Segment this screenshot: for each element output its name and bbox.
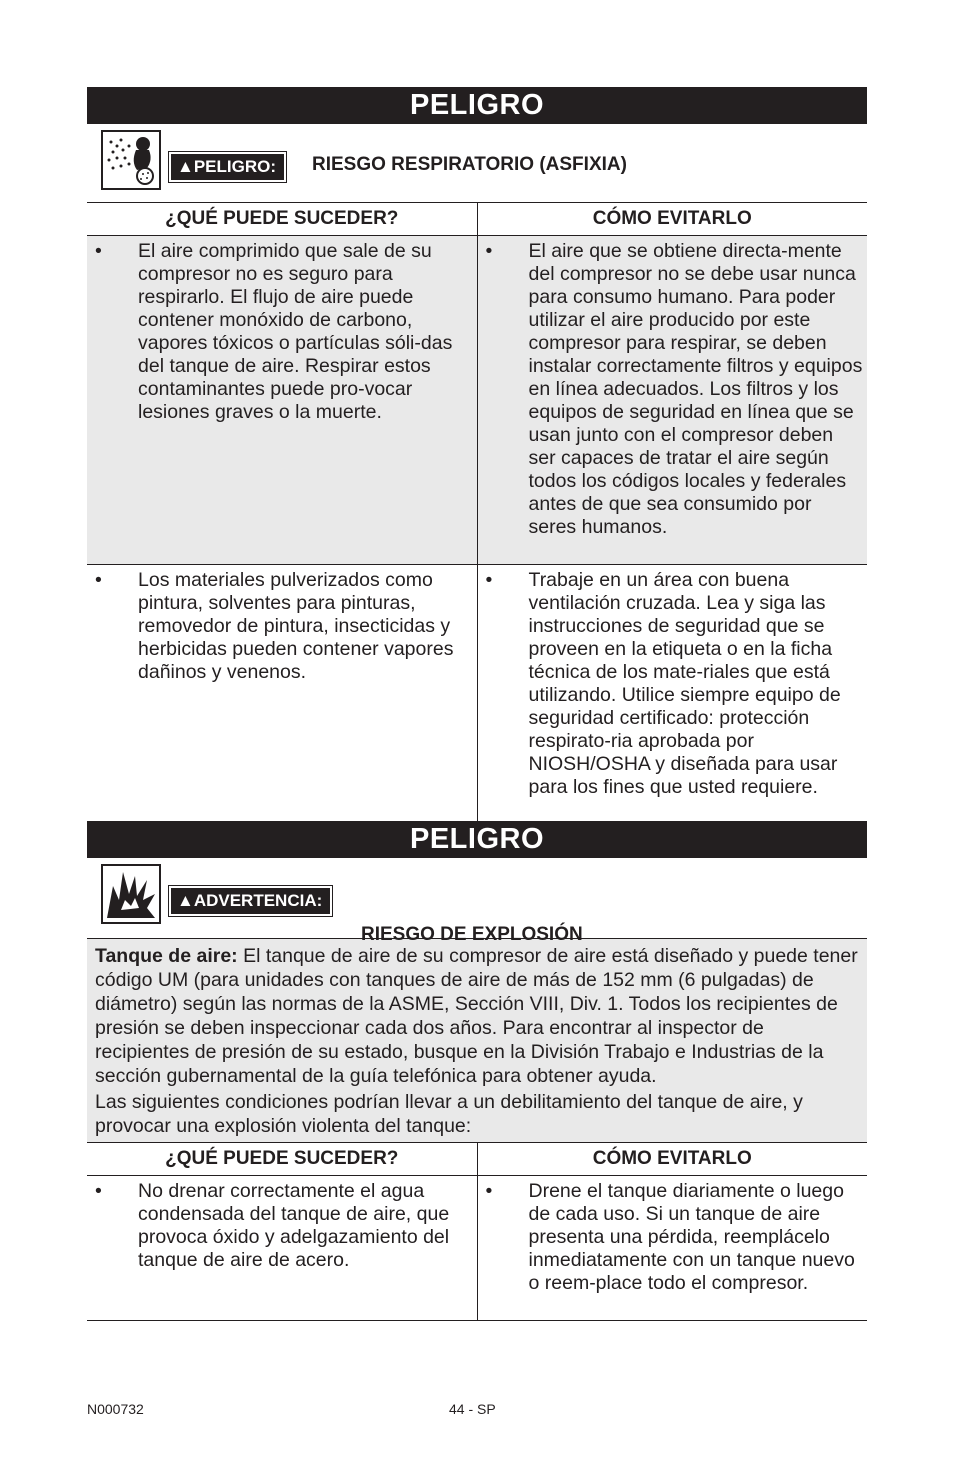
hazard-header — [87, 858, 867, 945]
how-text: Drene el tanque diariamente o luego de cada uso. Si un tanque de aire presenta una pérdida, reemplácelo inmediatamente con un tanque nuevo o reem-place todo el compresor. — [528, 1180, 855, 1294]
danger-banner: PELIGRO — [87, 821, 867, 858]
table-row — [87, 236, 867, 565]
col-header-what: ¿QUÉ PUEDE SUCEDER? — [87, 203, 477, 236]
what-cell — [87, 236, 477, 565]
bullet: • — [485, 569, 493, 591]
intro-label: Tanque de aire: — [95, 945, 238, 967]
what-text: El aire comprimido que sale de su compresor no es seguro para respirarlo. El flujo de aire puede contener monóxido de carbono, vapores tóxicos o partículas sóli-das del tanque de aire. Respirar estos contaminantes puede pro-vocar lesiones graves o la muerte. — [138, 240, 453, 423]
bullet: • — [485, 1180, 493, 1202]
warning-triangle-icon: ▲ — [177, 157, 194, 176]
col-header-how: CÓMO EVITARLO — [477, 1143, 867, 1176]
hazard-title: RIESGO RESPIRATORIO (ASFIXIA) — [312, 154, 627, 175]
what-text: Los materiales pulverizados como pintura, solventes para pinturas, removedor de pintura, insecticidas y herbicidas pueden contener vapores dañinos y venenos. — [138, 569, 454, 683]
col-header-what: ¿QUÉ PUEDE SUCEDER? — [87, 1143, 477, 1176]
bullet: • — [95, 1180, 102, 1202]
what-cell — [87, 565, 477, 824]
col-header-how: CÓMO EVITARLO — [477, 203, 867, 236]
bullet: • — [485, 240, 493, 262]
hazard-title: RIESGO DE EXPLOSIÓN — [361, 924, 583, 945]
table-row — [87, 565, 867, 824]
respiratory-hazard-icon — [101, 130, 161, 190]
how-text: Trabaje en un área con buena ventilación cruzada. Lea y siga las instrucciones de seguridad que se proveen en la etiqueta o en la ficha técnica de los mate-riales que está utilizando. Utilice siempre equipo de seguridad certificado: protección respirato-ria aprobada por NIOSH/OSHA y diseñada para usar para los fines que usted requiere. — [528, 569, 841, 798]
hazard-header — [87, 124, 867, 202]
warning-triangle-icon: ▲ — [177, 891, 194, 910]
warning-signal-label — [169, 886, 332, 916]
section-respiratory — [87, 87, 867, 824]
how-text: El aire que se obtiene directa-mente del compresor no se debe usar nunca para consumo humano. Para poder utilizar el aire producido por este compresor para respirar, se deben instalar correctamente filtros y equipos en línea adecuados. Los filtros y los equipos de seguridad en línea que se usan junto con el compresor deben ser capaces de tratar el aire según todos los códigos locales y federales antes de que sea consumido por seres humanos. — [528, 240, 863, 538]
bullet: • — [95, 240, 102, 262]
hazard-table — [87, 1142, 867, 1321]
intro-text: El tanque de aire de su compresor de aire está diseñado y puede tener código UM (para unidades con tanques de aire de más de 152 mm (6 pulgadas) de diámetro) según las normas de la ASME, Sección VIII, Div. 1. Todos los recipientes de presión se deben inspeccionar cada dos años. Para encontrar al inspector de recipientes de presión de su estado, busque en la División Trabajo e Industrias de la sección gubernamental de la guía telefónica para obtener ayuda. — [95, 945, 858, 1087]
table-row — [87, 1176, 867, 1321]
danger-banner: PELIGRO — [87, 87, 867, 124]
intro-text-2: Las siguientes condiciones podrían llevar a un debilitamiento del tanque de aire, y provocar una explosión violenta del tanque: — [95, 1091, 803, 1137]
air-tank-info — [87, 938, 867, 1142]
bullet: • — [95, 569, 102, 591]
how-cell — [477, 1176, 867, 1321]
what-text: No drenar correctamente el agua condensada del tanque de aire, que provoca óxido y adelgazamiento del tanque de aire de acero. — [138, 1180, 450, 1271]
what-cell — [87, 1176, 477, 1321]
page-number: 44 - SP — [449, 1401, 496, 1417]
hazard-table — [87, 202, 867, 824]
danger-signal-label — [169, 152, 286, 182]
signal-word: PELIGRO: — [193, 157, 276, 176]
how-cell — [477, 565, 867, 824]
document-code: N000732 — [87, 1401, 144, 1417]
how-cell — [477, 236, 867, 565]
explosion-hazard-icon — [101, 864, 161, 924]
signal-word: ADVERTENCIA: — [193, 891, 323, 910]
section-explosion — [87, 821, 867, 1321]
